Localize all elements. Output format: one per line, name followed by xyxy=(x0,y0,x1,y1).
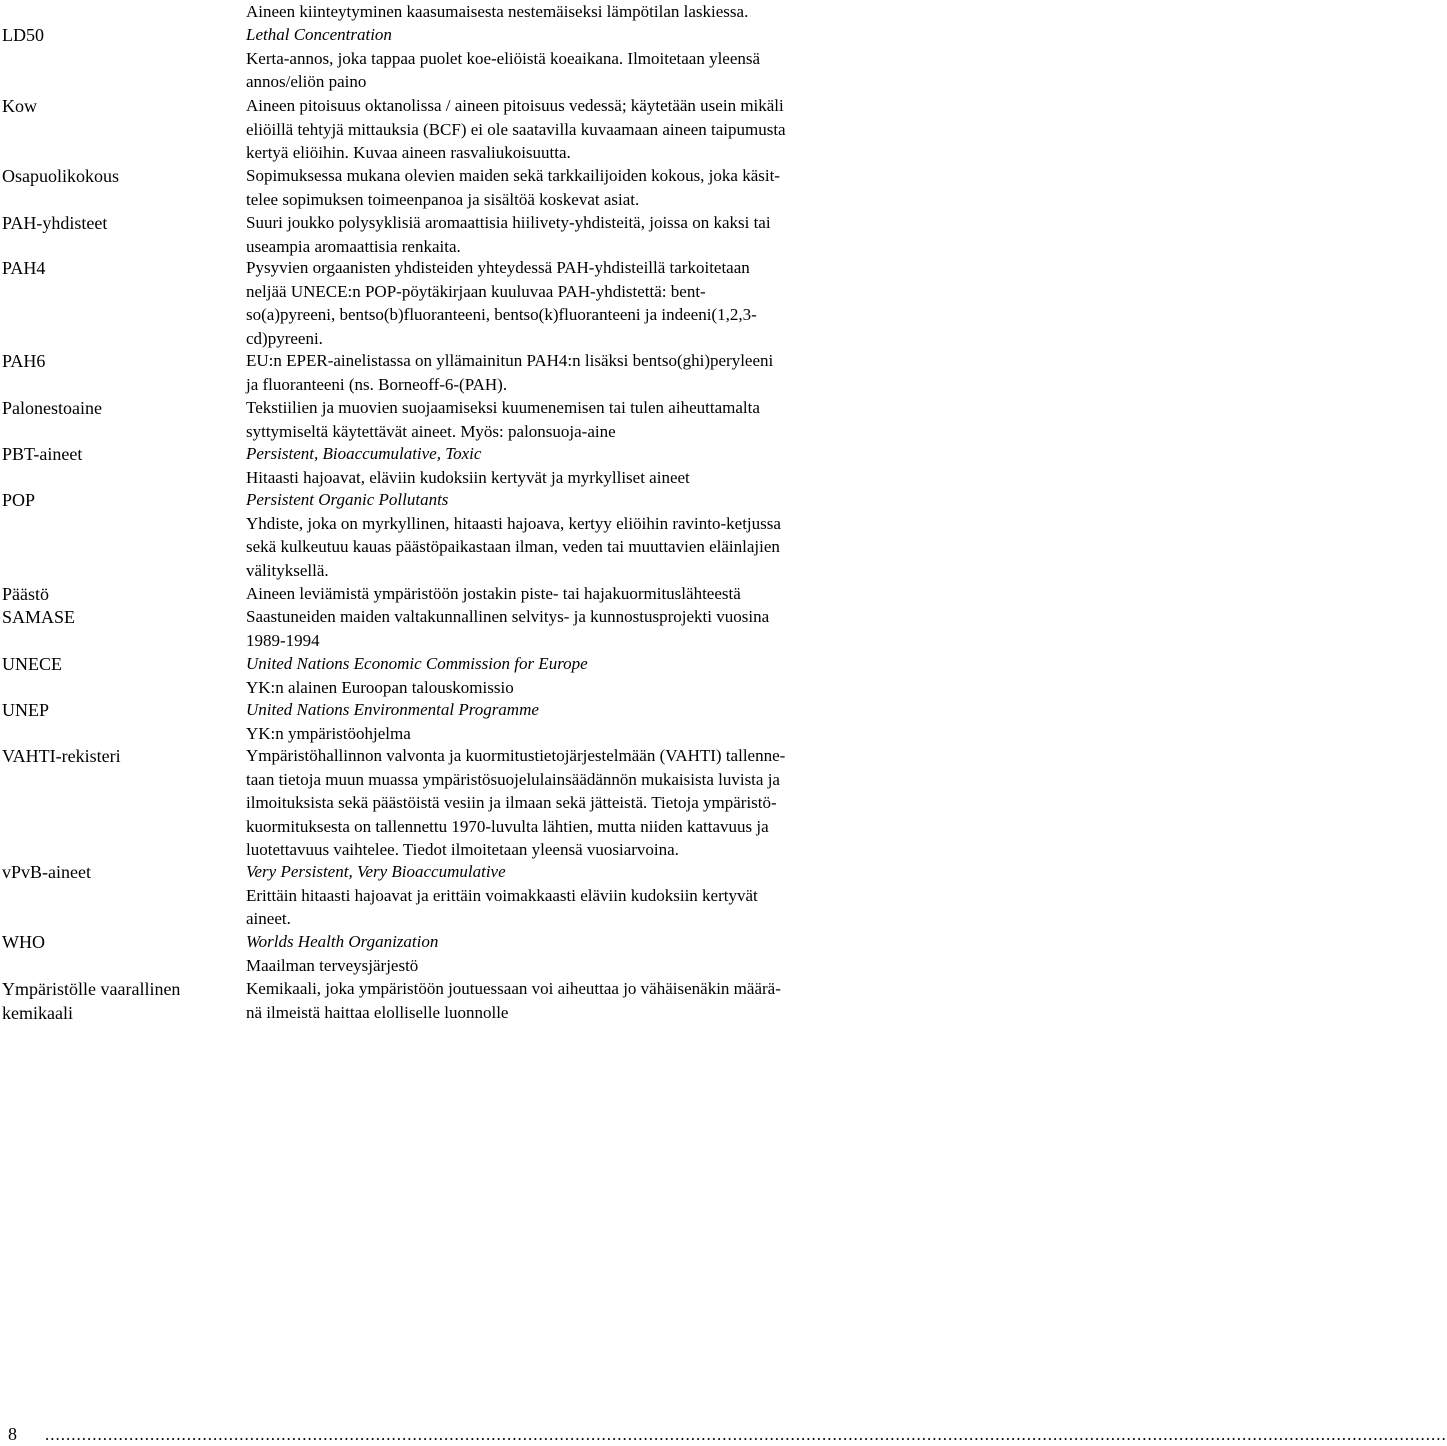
glossary-definition xyxy=(246,442,906,489)
glossary-definition xyxy=(246,930,906,977)
glossary-term: POP xyxy=(2,490,36,510)
definition-line: syttymiseltä käytettävät aineet. Myös: palonsuoja-aine xyxy=(246,421,616,441)
definition-english-name: Worlds Health Organization xyxy=(246,932,439,951)
glossary-definition xyxy=(246,164,906,211)
glossary-definition xyxy=(246,211,906,258)
definition-line: sekä kulkeutuu kauas päästöpaikastaan ilman, veden tai muuttavien eläinlajien xyxy=(246,537,780,556)
glossary-term xyxy=(2,978,232,1025)
glossary-definition xyxy=(246,652,906,699)
definition-line: ilmoituksista sekä päästöistä vesiin ja ilmaan sekä jätteistä. Tietoja ympäristö- xyxy=(246,793,777,812)
definition-line: kuormituksesta on tallennettu 1970-luvulta lähtien, mutta niiden kattavuus ja xyxy=(246,816,769,836)
glossary-term: PAH-yhdisteet xyxy=(2,213,108,233)
definition-english-name: Lethal Concentration xyxy=(246,25,392,44)
glossary-term: WHO xyxy=(2,932,45,952)
definition-line: 1989-1994 xyxy=(246,630,320,650)
page-number: 8 xyxy=(8,1424,17,1444)
definition-line: telee sopimuksen toimeenpanoa ja sisältöä koskevat asiat. xyxy=(246,189,640,209)
glossary-definition xyxy=(246,605,906,652)
definition-english-name: United Nations Economic Commission for Europe xyxy=(246,654,588,673)
glossary-term: Päästö xyxy=(2,584,49,604)
definition-line: ja fluoranteeni (ns. Borneoff-6-(PAH). xyxy=(246,374,508,394)
definition-line: Kerta-annos, joka tappaa puolet koe-eliöistä koeaikana. Ilmoitetaan yleensä xyxy=(246,48,761,68)
glossary-definition xyxy=(246,396,906,443)
definition-line: välityksellä. xyxy=(246,560,329,580)
definition-line: Yhdiste, joka on myrkyllinen, hitaasti hajoava, kertyy eliöihin ravinto-ketjussa xyxy=(246,513,781,533)
glossary-definition xyxy=(246,582,906,606)
definition-line: Ympäristöhallinnon valvonta ja kuormitustietojärjestelmään (VAHTI) tallenne- xyxy=(246,746,786,765)
glossary-definition xyxy=(246,256,906,350)
glossary-definition xyxy=(246,698,906,745)
definition-line: annos/eliön paino xyxy=(246,72,367,91)
definition-line: aineet. xyxy=(246,909,291,928)
definition-english-name: United Nations Environmental Programme xyxy=(246,700,539,719)
definition-line: Erittäin hitaasti hajoavat ja erittäin voimakkaasti eläviin kudoksiin kertyvät xyxy=(246,885,758,905)
definition-line: Suuri joukko polysyklisiä aromaattisia hiilivety-yhdisteitä, joissa on kaksi tai xyxy=(246,213,771,232)
glossary-definition xyxy=(246,23,906,94)
definition-line: YK:n ympäristöohjelma xyxy=(246,723,411,743)
definition-line: Aineen leviämistä ympäristöön jostakin piste- tai hajakuormituslähteestä xyxy=(246,584,741,603)
glossary-term: Palonestoaine xyxy=(2,398,102,418)
glossary-term-line: Ympäristölle vaarallinen xyxy=(2,979,181,999)
glossary-term: SAMASE xyxy=(2,607,76,627)
definition-line: neljää UNECE:n POP-pöytäkirjaan kuuluvaa PAH-yhdistettä: bent- xyxy=(246,281,706,301)
definition-line: Aineen pitoisuus oktanolissa / aineen pitoisuus vedessä; käytetään usein mikäli xyxy=(246,96,784,115)
glossary-term: vPvB-aineet xyxy=(2,862,91,882)
glossary-definition xyxy=(246,488,906,582)
definition-english-name: Persistent, Bioaccumulative, Toxic xyxy=(246,444,482,463)
definition-line: Maailman terveysjärjestö xyxy=(246,955,419,975)
definition-line: kertyä eliöihin. Kuvaa aineen rasvaliukoisuutta. xyxy=(246,143,571,162)
glossary-term: LD50 xyxy=(2,25,44,45)
definition-line: cd)pyreeni. xyxy=(246,328,323,348)
definition-line: Pysyvien orgaanisten yhdisteiden yhteydessä PAH-yhdisteillä tarkoitetaan xyxy=(246,258,750,277)
glossary-term-line: kemikaali xyxy=(2,1002,73,1023)
definition-line: Sopimuksessa mukana olevien maiden sekä tarkkailijoiden kokous, joka käsit- xyxy=(246,166,780,185)
definition-line: luotettavuus vaihtelee. Tiedot ilmoitetaan yleensä vuosiarvoina. xyxy=(246,840,679,859)
definition-line: Tekstiilien ja muovien suojaamiseksi kuumenemisen tai tulen aiheuttamalta xyxy=(246,398,760,417)
definition-line: eliöillä tehtyjä mittauksia (BCF) ei ole saatavilla kuvaamaan aineen taipumusta xyxy=(246,119,786,139)
glossary-definition xyxy=(246,0,906,24)
glossary-term: UNEP xyxy=(2,700,50,720)
definition-line: EU:n EPER-ainelistassa on yllämainitun PAH4:n lisäksi bentso(ghi)peryleeni xyxy=(246,351,774,370)
glossary-definition xyxy=(246,349,906,396)
glossary-definition xyxy=(246,977,906,1024)
glossary-term: PAH6 xyxy=(2,351,46,371)
definition-line: useampia aromaattisia renkaita. xyxy=(246,236,461,256)
definition-english-name: Very Persistent, Very Bioaccumulative xyxy=(246,862,506,881)
glossary-definition xyxy=(246,744,906,862)
definition-line: YK:n alainen Euroopan talouskomissio xyxy=(246,677,514,697)
definition-line: nä ilmeistä haittaa elolliselle luonnolle xyxy=(246,1002,509,1022)
definition-line: so(a)pyreeni, bentso(b)fluoranteeni, bentso(k)fluoranteeni ja indeeni(1,2,3- xyxy=(246,305,757,324)
glossary-term: UNECE xyxy=(2,654,62,674)
glossary-term: Kow xyxy=(2,96,37,116)
definition-line: taan tietoja muun muassa ympäristösuojelulainsäädännön mukaisista luvista ja xyxy=(246,769,780,789)
definition-line: Hitaasti hajoavat, eläviin kudoksiin kertyvät ja myrkylliset aineet xyxy=(246,467,690,487)
glossary-term: Osapuolikokous xyxy=(2,166,119,186)
glossary-term: PAH4 xyxy=(2,258,46,278)
glossary-term: PBT-aineet xyxy=(2,444,83,464)
glossary-definition xyxy=(246,860,906,931)
definition-line: Aineen kiinteytyminen kaasumaisesta nestemäiseksi lämpötilan laskiessa. xyxy=(246,2,749,21)
footer-dot-leader: ........................................................................................................................................................................................................................................................................... xyxy=(45,1425,1447,1444)
definition-line: Kemikaali, joka ympäristöön joutuessaan voi aiheuttaa jo vähäisenäkin määrä- xyxy=(246,979,781,998)
glossary-term: VAHTI-rekisteri xyxy=(2,746,121,766)
definition-english-name: Persistent Organic Pollutants xyxy=(246,490,449,509)
glossary-definition xyxy=(246,94,906,165)
definition-line: Saastuneiden maiden valtakunnallinen selvitys- ja kunnostusprojekti vuosina xyxy=(246,607,770,626)
